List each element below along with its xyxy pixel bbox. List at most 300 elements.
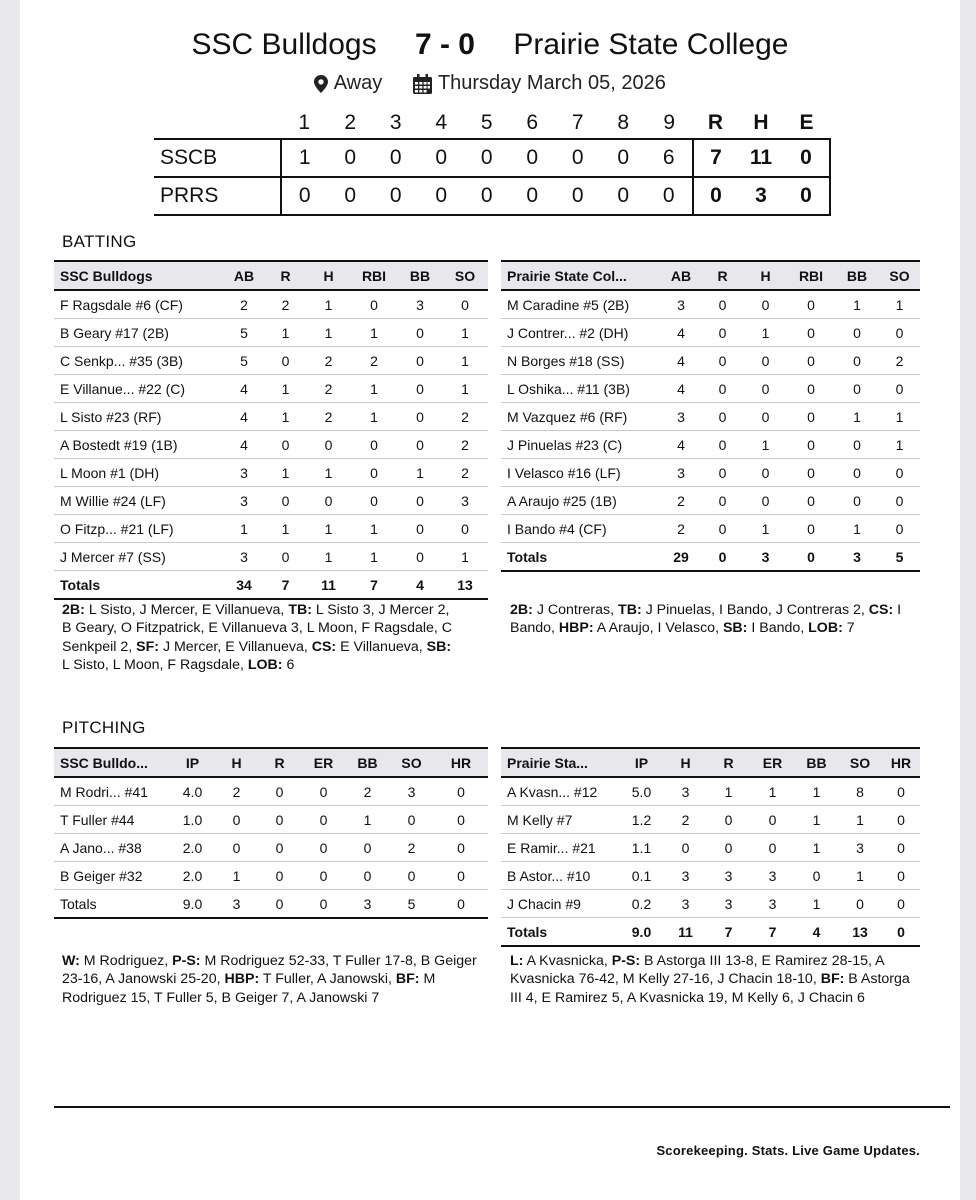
total-cell: 3	[744, 543, 787, 572]
stat-cell: 0	[398, 515, 442, 543]
stat-cell: 1	[264, 319, 307, 347]
game-header	[20, 28, 960, 95]
player-row	[54, 543, 488, 571]
player-name: B Geary #17 (2B)	[54, 319, 224, 347]
player-name: A Jano... #38	[54, 834, 170, 862]
stat-cell: 1	[307, 459, 350, 487]
stat-column-header: R	[264, 261, 307, 290]
stat-cell: 0	[701, 375, 744, 403]
total-errors: 0	[784, 177, 830, 215]
game-title	[20, 28, 960, 62]
note-text: L Sisto, J Mercer, E Villanueva,	[84, 602, 289, 618]
stat-cell: 0	[879, 375, 920, 403]
stat-cell: 1	[224, 515, 264, 543]
batting-section-title: BATTING	[62, 232, 137, 251]
stat-cell: 0	[838, 890, 882, 918]
stat-cell: 0	[442, 515, 488, 543]
stat-cell: 0	[258, 806, 301, 834]
inning-score: 0	[464, 177, 510, 215]
footer-tagline: Scorekeeping. Stats. Live Game Updates.	[656, 1143, 920, 1158]
stat-cell: 3	[442, 487, 488, 515]
stat-column-header: SO	[879, 261, 920, 290]
stat-cell: 1	[307, 515, 350, 543]
note-label: CS:	[868, 602, 894, 618]
note-label: P-S:	[611, 953, 641, 969]
stat-cell: 8	[838, 777, 882, 806]
stat-cell: 0	[664, 834, 707, 862]
stat-column-header: H	[664, 748, 707, 777]
note-label: SF:	[136, 638, 159, 655]
player-name: A Kvasn... #12	[501, 777, 619, 806]
stat-cell: 0	[744, 403, 787, 431]
stat-cell: 1	[264, 403, 307, 431]
stat-cell: 1	[215, 862, 258, 890]
stat-cell: 0	[258, 777, 301, 806]
stat-cell: 2	[442, 403, 488, 431]
player-row	[501, 487, 920, 515]
total-cell: 0	[258, 890, 301, 919]
stat-cell: 2	[661, 515, 701, 543]
stat-cell: 1	[442, 375, 488, 403]
stat-cell: 0	[882, 862, 920, 890]
note-text: E Villanueva,	[336, 638, 427, 655]
stat-cell: 2	[307, 375, 350, 403]
stat-cell: 0	[301, 862, 346, 890]
stat-cell: 2	[350, 347, 398, 375]
stat-cell: 0	[835, 431, 879, 459]
stat-cell: 0	[701, 487, 744, 515]
stat-cell: 4.0	[170, 777, 215, 806]
stat-cell: 0	[215, 806, 258, 834]
batting-notes-away	[510, 601, 920, 638]
player-name: F Ragsdale #6 (CF)	[54, 290, 224, 319]
note-label: L:	[510, 953, 524, 969]
inning-score: 0	[419, 177, 465, 215]
stat-cell: 3	[664, 862, 707, 890]
note-text: J Contreras,	[532, 602, 619, 618]
pitching-table-home	[54, 747, 488, 919]
player-row	[54, 319, 488, 347]
stat-cell: 0	[879, 487, 920, 515]
total-cell: 7	[264, 571, 307, 600]
note-label: HBP:	[224, 971, 260, 988]
stat-cell: 2	[442, 459, 488, 487]
inning-score: 0	[281, 177, 328, 215]
stat-cell: 0	[787, 319, 835, 347]
inning-score: 0	[373, 139, 419, 177]
player-name: L Moon #1 (DH)	[54, 459, 224, 487]
note-text: A Kvasnicka,	[523, 953, 612, 969]
note-text: L Sisto, L Moon, F Ragsdale,	[62, 657, 248, 674]
stat-cell: 0	[701, 290, 744, 319]
inning-score: 0	[646, 177, 693, 215]
total-cell: 0	[787, 543, 835, 572]
stat-cell: 1	[795, 806, 838, 834]
player-row	[54, 862, 488, 890]
stat-cell: 0	[882, 834, 920, 862]
stat-cell: 1	[350, 375, 398, 403]
total-runs: 7	[693, 139, 739, 177]
stat-cell: 0	[879, 459, 920, 487]
player-name: A Bostedt #19 (1B)	[54, 431, 224, 459]
player-row	[501, 347, 920, 375]
stat-cell: 3	[838, 834, 882, 862]
stat-cell: 1.0	[170, 806, 215, 834]
team-column-header: SSC Bulldogs	[54, 261, 224, 290]
stat-column-header: BB	[346, 748, 389, 777]
stat-cell: 1	[442, 347, 488, 375]
player-name: B Astor... #10	[501, 862, 619, 890]
pitching-notes-home	[62, 952, 478, 1007]
stat-column-header: SO	[838, 748, 882, 777]
player-name: I Velasco #16 (LF)	[501, 459, 661, 487]
stat-column-header: SO	[442, 261, 488, 290]
player-name: M Caradine #5 (2B)	[501, 290, 661, 319]
note-text: L Sisto 3, J Mercer 2, B Geary, O Fitzpatrick, E Villanueva 3, L Moon, F Ragsdale, C Senkpeil 2,	[62, 602, 453, 655]
stat-cell: 0	[882, 806, 920, 834]
inning-score: 0	[328, 139, 374, 177]
stat-cell: 1	[744, 431, 787, 459]
stat-cell: 0	[389, 862, 434, 890]
inning-score: 0	[601, 139, 647, 177]
final-score: 7 - 0	[414, 28, 475, 61]
player-name: M Kelly #7	[501, 806, 619, 834]
team-column-header: SSC Bulldo...	[54, 748, 170, 777]
player-name: L Sisto #23 (RF)	[54, 403, 224, 431]
stat-cell: 5.0	[619, 777, 664, 806]
stat-cell: 3	[661, 459, 701, 487]
pitching-section-title: PITCHING	[62, 718, 146, 737]
player-row	[501, 431, 920, 459]
total-cell: 7	[707, 918, 750, 947]
stat-cell: 1	[838, 806, 882, 834]
total-cell: 11	[664, 918, 707, 947]
stat-column-header: IP	[619, 748, 664, 777]
stat-column-header: SO	[389, 748, 434, 777]
inning-score: 0	[464, 139, 510, 177]
stat-cell: 1	[744, 515, 787, 543]
batting-table-away	[501, 260, 920, 572]
stat-cell: 1	[307, 290, 350, 319]
stat-cell: 1	[795, 777, 838, 806]
stat-column-header: ER	[750, 748, 795, 777]
totals-row	[501, 918, 920, 947]
stat-column-header: AB	[661, 261, 701, 290]
totals-label: Totals	[501, 918, 619, 947]
note-text: M Rodriguez 52-33, T Fuller 17-8, B Geiger 23-16, A Janowski 25-20,	[62, 953, 477, 988]
stat-column-header: R	[258, 748, 301, 777]
note-text: T Fuller, A Janowski,	[259, 971, 396, 988]
stat-cell: 5	[224, 319, 264, 347]
player-name: T Fuller #44	[54, 806, 170, 834]
footer-divider	[54, 1106, 950, 1108]
total-cell: 3	[346, 890, 389, 919]
stat-cell: 0.2	[619, 890, 664, 918]
stat-cell: 2	[224, 290, 264, 319]
note-text: M Rodriguez,	[79, 953, 173, 969]
note-label: 2B:	[510, 602, 533, 618]
stat-cell: 0	[264, 487, 307, 515]
note-label: SB:	[426, 638, 452, 655]
total-cell: 0	[434, 890, 488, 919]
stat-cell: 4	[661, 431, 701, 459]
stat-cell: 1	[307, 543, 350, 571]
stat-cell: 3	[661, 290, 701, 319]
stat-cell: 2	[389, 834, 434, 862]
stat-cell: 0	[701, 431, 744, 459]
note-label: BF:	[820, 971, 845, 988]
stat-cell: 2	[879, 347, 920, 375]
stat-cell: 0	[307, 431, 350, 459]
stat-cell: 0	[301, 777, 346, 806]
total-cell: 5	[879, 543, 920, 572]
stat-column-header: RBI	[787, 261, 835, 290]
stat-cell: 0	[882, 777, 920, 806]
stat-cell: 0	[301, 834, 346, 862]
player-name: I Bando #4 (CF)	[501, 515, 661, 543]
stat-column-header: H	[215, 748, 258, 777]
stat-cell: 1	[350, 543, 398, 571]
stat-cell: 0	[258, 862, 301, 890]
stat-cell: 1	[346, 806, 389, 834]
stat-cell: 0	[264, 347, 307, 375]
stat-cell: 0	[434, 806, 488, 834]
player-row	[54, 834, 488, 862]
note-label: TB:	[288, 602, 312, 618]
note-label: P-S:	[172, 953, 201, 969]
total-cell: 4	[398, 571, 442, 600]
inning-score: 0	[555, 139, 601, 177]
stat-cell: 4	[224, 431, 264, 459]
stat-cell: 0	[398, 487, 442, 515]
stat-cell: 0	[350, 487, 398, 515]
stat-cell: 1	[442, 543, 488, 571]
total-cell: 11	[307, 571, 350, 600]
team-abbr: SSCB	[154, 139, 281, 177]
total-cell: 7	[350, 571, 398, 600]
stat-cell: 0	[398, 347, 442, 375]
stat-cell: 2	[442, 431, 488, 459]
note-label: W:	[62, 953, 80, 969]
stat-column-header: RBI	[350, 261, 398, 290]
stat-cell: 0	[787, 487, 835, 515]
total-hits: 11	[739, 139, 784, 177]
stat-cell: 1.1	[619, 834, 664, 862]
totals-label: Totals	[54, 890, 170, 919]
pitching-table-away	[501, 747, 920, 947]
player-row	[54, 431, 488, 459]
stat-cell: 2	[307, 403, 350, 431]
stat-cell: 4	[661, 347, 701, 375]
stat-cell: 0	[787, 290, 835, 319]
player-name: J Chacin #9	[501, 890, 619, 918]
player-name: A Araujo #25 (1B)	[501, 487, 661, 515]
calendar-icon	[413, 74, 432, 94]
total-hits: 3	[739, 177, 784, 215]
stat-cell: 4	[224, 375, 264, 403]
inning-score: 0	[601, 177, 647, 215]
stat-cell: 3	[389, 777, 434, 806]
inning-score: 1	[281, 139, 328, 177]
stat-cell: 0	[750, 834, 795, 862]
player-name: N Borges #18 (SS)	[501, 347, 661, 375]
stat-cell: 1	[350, 515, 398, 543]
stat-cell: 2	[661, 487, 701, 515]
stat-cell: 0	[215, 834, 258, 862]
stat-cell: 4	[224, 403, 264, 431]
note-text: B Astorga III 13-8, E Ramirez 28-15, A Kvasnicka 76-42, M Kelly 27-16, J Chacin 18-10,	[510, 953, 884, 988]
player-row	[54, 375, 488, 403]
stat-column-header: IP	[170, 748, 215, 777]
stat-cell: 0	[434, 834, 488, 862]
player-row	[501, 777, 920, 806]
stat-cell: 1	[707, 777, 750, 806]
stat-cell: 0	[787, 347, 835, 375]
inning-header: 3	[389, 111, 402, 134]
linescore-row-away	[154, 177, 830, 215]
stat-cell: 5	[224, 347, 264, 375]
totals-label: Totals	[501, 543, 661, 572]
stat-cell: 0	[434, 862, 488, 890]
player-row	[501, 319, 920, 347]
stat-cell: 2.0	[170, 834, 215, 862]
inning-score: 0	[373, 177, 419, 215]
batting-notes-home	[62, 601, 454, 675]
stat-cell: 2.0	[170, 862, 215, 890]
player-name: E Villanue... #22 (C)	[54, 375, 224, 403]
player-row	[54, 459, 488, 487]
stat-cell: 0	[258, 834, 301, 862]
stat-cell: 0	[707, 806, 750, 834]
stat-cell: 0	[882, 890, 920, 918]
game-meta	[20, 72, 960, 95]
stat-cell: 0	[835, 347, 879, 375]
stat-cell: 0	[879, 319, 920, 347]
player-name: E Ramir... #21	[501, 834, 619, 862]
total-cell: 5	[389, 890, 434, 919]
total-cell: 13	[442, 571, 488, 600]
stat-cell: 0	[744, 290, 787, 319]
note-text: B Astorga III 4, E Ramirez 5, A Kvasnicka 19, M Kelly 6, J Chacin 6	[510, 971, 910, 1006]
stat-cell: 0	[264, 543, 307, 571]
totals-row	[54, 571, 488, 600]
inning-header: 9	[663, 111, 676, 134]
total-cell: 0	[301, 890, 346, 919]
stat-cell: 0	[744, 487, 787, 515]
stat-cell: 3	[224, 459, 264, 487]
team-abbr: PRRS	[154, 177, 281, 215]
stat-cell: 0	[835, 375, 879, 403]
stat-cell: 1	[398, 459, 442, 487]
total-cell: 9.0	[619, 918, 664, 947]
total-cell: 3	[835, 543, 879, 572]
stat-column-header: AB	[224, 261, 264, 290]
stat-cell: 0	[835, 459, 879, 487]
totals-row	[501, 543, 920, 572]
stat-cell: 0	[750, 806, 795, 834]
stat-cell: 1	[307, 319, 350, 347]
stat-column-header: R	[701, 261, 744, 290]
totals-row	[54, 890, 488, 919]
total-runs: 0	[693, 177, 739, 215]
player-row	[54, 806, 488, 834]
stat-cell: 0	[795, 862, 838, 890]
inning-score: 0	[555, 177, 601, 215]
stat-cell: 0	[346, 834, 389, 862]
note-label: 2B:	[62, 602, 85, 618]
player-row	[54, 515, 488, 543]
stat-cell: 0	[879, 515, 920, 543]
stat-cell: 0	[744, 459, 787, 487]
stat-cell: 0	[787, 403, 835, 431]
stat-cell: 0	[701, 459, 744, 487]
stat-cell: 3	[224, 487, 264, 515]
stat-cell: 1.2	[619, 806, 664, 834]
stat-cell: 3	[661, 403, 701, 431]
stat-cell: 0	[398, 431, 442, 459]
stat-cell: 0	[398, 319, 442, 347]
stat-cell: 1	[835, 515, 879, 543]
stat-cell: 0	[264, 431, 307, 459]
stat-column-header: H	[307, 261, 350, 290]
team-column-header: Prairie Sta...	[501, 748, 619, 777]
stat-cell: 1	[835, 290, 879, 319]
note-label: TB:	[618, 602, 642, 618]
stat-cell: 1	[879, 290, 920, 319]
note-text: 7	[842, 620, 855, 637]
player-row	[54, 290, 488, 319]
stat-cell: 0	[744, 347, 787, 375]
total-cell: 4	[795, 918, 838, 947]
stat-cell: 0	[307, 487, 350, 515]
stat-cell: 0	[701, 319, 744, 347]
batting-table-home	[54, 260, 488, 600]
player-name: J Contrer... #2 (DH)	[501, 319, 661, 347]
note-text: M Rodriguez 15, T Fuller 5, B Geiger 7, A Janowski 7	[62, 971, 436, 1006]
stat-cell: 3	[750, 890, 795, 918]
player-name: J Mercer #7 (SS)	[54, 543, 224, 571]
stat-cell: 4	[661, 375, 701, 403]
runs-header: R	[707, 111, 724, 134]
stat-cell: 3	[750, 862, 795, 890]
stat-column-header: HR	[882, 748, 920, 777]
stat-cell: 1	[750, 777, 795, 806]
inning-header: 1	[298, 111, 311, 134]
stat-cell: 2	[307, 347, 350, 375]
team-column-header: Prairie State Col...	[501, 261, 661, 290]
player-row	[501, 459, 920, 487]
stat-cell: 0	[350, 290, 398, 319]
stat-cell: 0	[787, 459, 835, 487]
player-row	[501, 290, 920, 319]
note-label: LOB:	[247, 657, 283, 674]
inning-score: 6	[646, 139, 693, 177]
player-row	[501, 515, 920, 543]
stat-cell: 0	[301, 806, 346, 834]
note-label: CS:	[311, 638, 337, 655]
stat-cell: 3	[707, 890, 750, 918]
note-text: 6	[282, 657, 295, 674]
stat-column-header: ER	[301, 748, 346, 777]
stat-cell: 1	[795, 890, 838, 918]
stat-cell: 0	[787, 515, 835, 543]
away-team-name: Prairie State College	[513, 28, 789, 61]
errors-header: E	[799, 111, 814, 134]
player-name: J Pinuelas #23 (C)	[501, 431, 661, 459]
player-name: M Willie #24 (LF)	[54, 487, 224, 515]
note-text: A Araujo, I Velasco,	[593, 620, 723, 637]
inning-header: 4	[435, 111, 448, 134]
